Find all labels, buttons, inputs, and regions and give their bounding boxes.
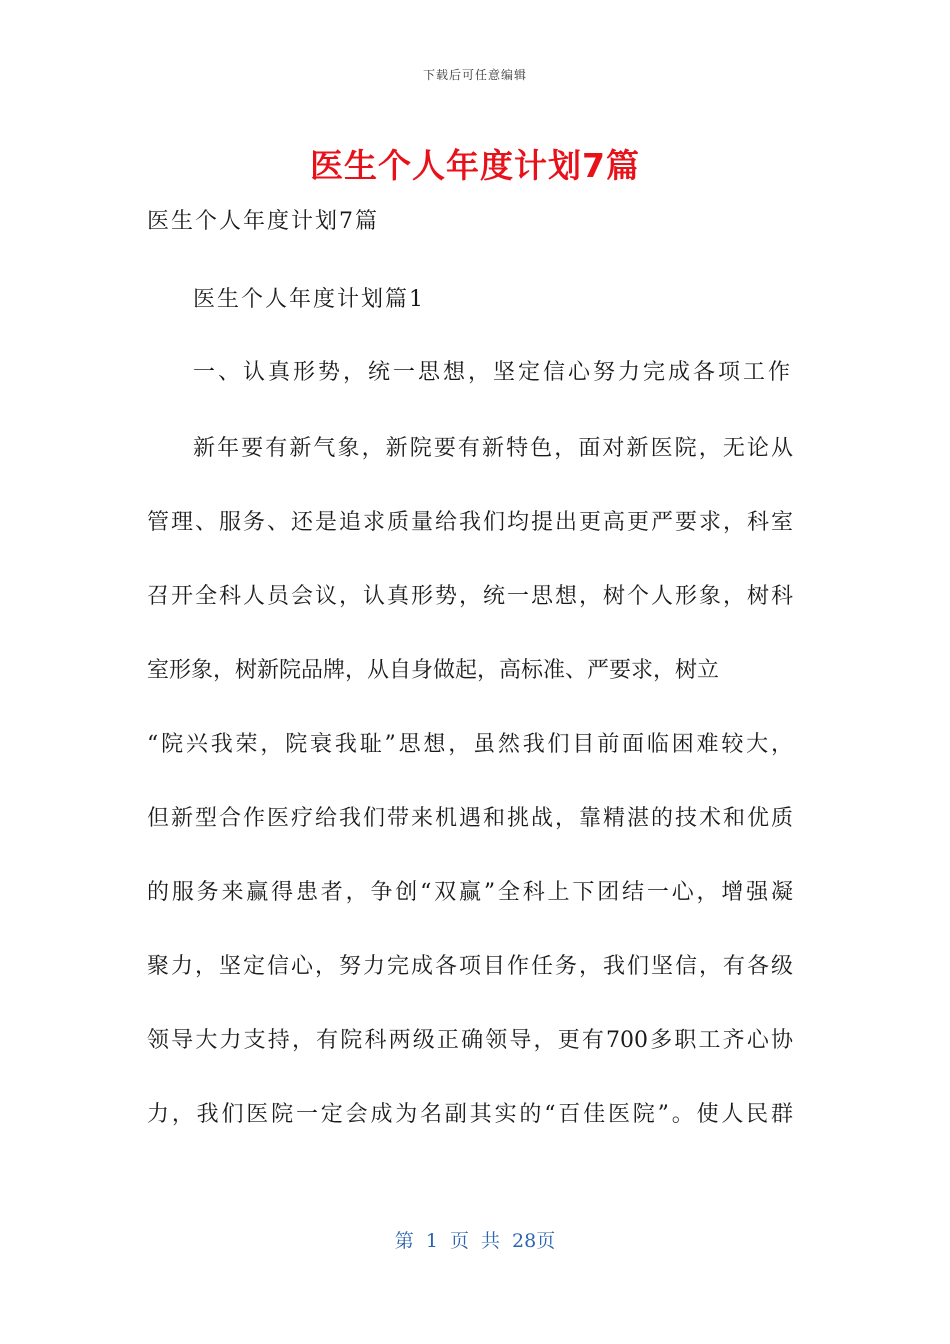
section-heading: 医生个人年度计划篇1 (193, 287, 425, 312)
body-line: 聚力，坚定信心，努力完成各项目作任务，我们坚信，有各级 (147, 954, 793, 979)
body-paragraph (147, 412, 793, 1152)
body-line: 的服务来赢得患者，争创“双赢”全科上下团结一心，增强凝 (147, 880, 793, 905)
body-line: 室形象，树新院品牌，从自身做起，高标准、严要求，树立 (147, 658, 720, 683)
body-line: 力，我们医院一定会成为名副其实的“百佳医院”。使人民群 (147, 1102, 793, 1127)
body-line: 管理、服务、还是追求质量给我们均提出更高更严要求，科室 (147, 510, 793, 535)
point-heading: 一、认真形势，统一思想，坚定信心努力完成各项工作 (193, 360, 794, 385)
body-line: 领导大力支持，有院科两级正确领导，更有700多职工齐心协 (147, 1028, 793, 1053)
body-line: “院兴我荣，院衰我耻”思想，虽然我们目前面临困难较大， (147, 732, 793, 757)
document-subtitle: 医生个人年度计划7篇 (147, 209, 379, 234)
page-number-footer: 第 1 页 共 28页 (394, 1230, 556, 1252)
body-line: 召开全科人员会议，认真形势，统一思想，树个人形象，树科 (147, 584, 793, 609)
body-line: 新年要有新气象，新院要有新特色，面对新医院，无论从 (193, 436, 793, 461)
body-line: 但新型合作医疗给我们带来机遇和挑战，靠精湛的技术和优质 (147, 806, 793, 831)
header-note: 下载后可任意编辑 (422, 68, 527, 82)
document-title: 医生个人年度计划7篇 (310, 146, 640, 185)
